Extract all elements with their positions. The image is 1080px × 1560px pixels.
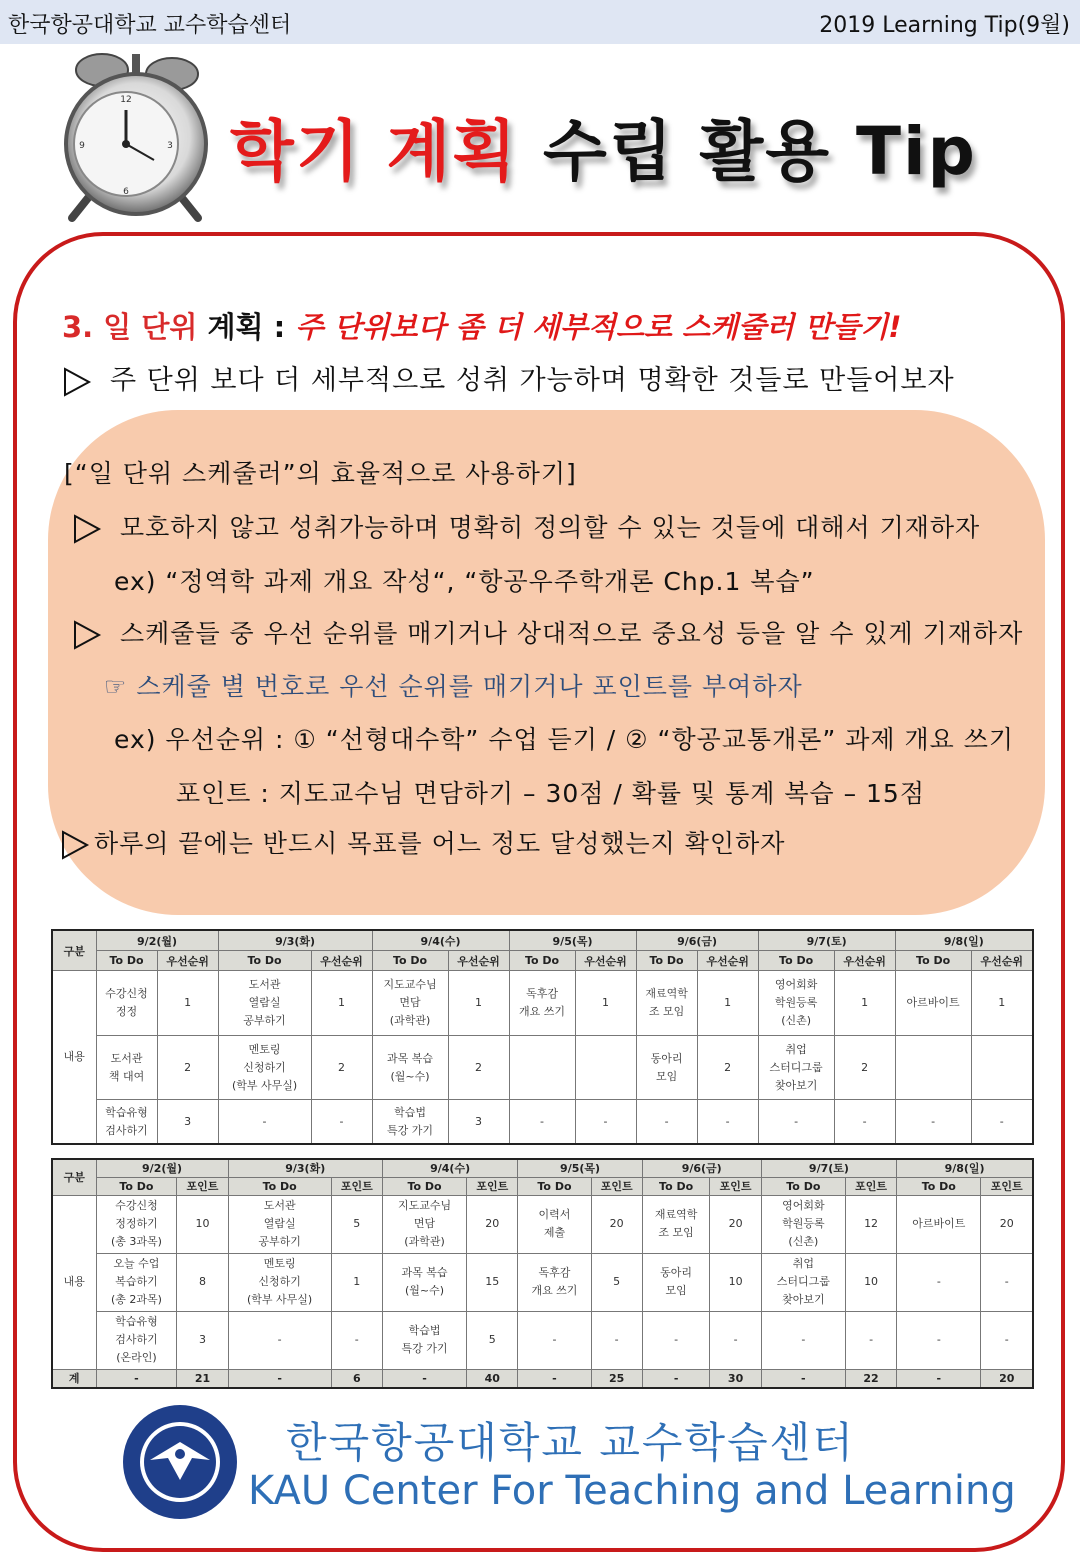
total-todo: -	[761, 1369, 845, 1388]
kau-seal-logo	[120, 1402, 240, 1522]
header-sub: 우선순위	[157, 951, 218, 971]
header-todo: To Do	[518, 1177, 591, 1195]
header-todo: To Do	[761, 1177, 845, 1195]
value-cell: -	[697, 1100, 758, 1144]
section-title	[62, 305, 901, 346]
header-sub: 우선순위	[971, 951, 1033, 971]
tips-box	[48, 410, 1045, 915]
header-left: 한국항공대학교 교수학습센터	[8, 13, 292, 38]
header-todo: To Do	[218, 951, 311, 971]
total-todo: -	[382, 1369, 466, 1388]
tip-bullet-2-text: 스케줄들 중 우선 순위를 매기거나 상대적으로 중요성 등을 알 수 있게 기재하자	[120, 619, 1024, 648]
section-line	[62, 358, 955, 397]
page-title	[230, 98, 977, 193]
header-day: 9/8(일)	[895, 930, 1033, 951]
total-value: 22	[845, 1369, 896, 1388]
value-cell: -	[834, 1100, 895, 1144]
todo-cell: 지도교수님 면담 (과학관)	[372, 971, 448, 1036]
header-todo: To Do	[372, 951, 448, 971]
header-sub: 우선순위	[575, 951, 636, 971]
todo-cell: 동아리 모임	[636, 1035, 697, 1100]
svg-text:6: 6	[123, 187, 129, 197]
value-cell: 20	[710, 1195, 761, 1253]
section-plan: 계획 :	[207, 310, 286, 344]
header-sub: 우선순위	[834, 951, 895, 971]
header-day: 9/5(목)	[509, 930, 636, 951]
header-day: 9/8(일)	[897, 1159, 1033, 1177]
value-cell: -	[311, 1100, 372, 1144]
value-cell: 2	[448, 1035, 509, 1100]
header-sub: 포인트	[177, 1177, 228, 1195]
svg-text:3: 3	[167, 141, 173, 151]
value-cell: 8	[177, 1253, 228, 1311]
header-bar	[0, 0, 1080, 44]
header-todo: To Do	[758, 951, 834, 971]
todo-cell: 독후감 개요 쓰기	[509, 971, 575, 1036]
value-cell: -	[591, 1311, 642, 1369]
todo-cell	[895, 1035, 971, 1100]
header-todo: To Do	[96, 951, 157, 971]
todo-cell: 이력서 제출	[518, 1195, 591, 1253]
value-cell: 1	[834, 971, 895, 1036]
value-cell: 1	[697, 971, 758, 1036]
value-cell: 10	[177, 1195, 228, 1253]
todo-cell: 지도교수님 면담 (과학관)	[382, 1195, 466, 1253]
header-todo: To Do	[96, 1177, 177, 1195]
triangle-bullet-icon	[62, 367, 92, 397]
total-todo: -	[897, 1369, 981, 1388]
header-sub: 포인트	[467, 1177, 518, 1195]
todo-cell: 도서관 책 대여	[96, 1035, 157, 1100]
value-cell: 2	[697, 1035, 758, 1100]
todo-cell: -	[758, 1100, 834, 1144]
value-cell: 10	[845, 1253, 896, 1311]
value-cell: -	[845, 1311, 896, 1369]
todo-cell: 재료역학 조 모임	[636, 971, 697, 1036]
total-todo: -	[518, 1369, 591, 1388]
header-day: 9/7(토)	[761, 1159, 896, 1177]
todo-cell: 취업 스터디그룹 찾아보기	[761, 1253, 845, 1311]
header-day: 9/2(월)	[96, 930, 218, 951]
todo-cell: 아르바이트	[895, 971, 971, 1036]
value-cell: 5	[331, 1195, 382, 1253]
value-cell: -	[971, 1100, 1033, 1144]
tip-example-1: ex) “정역학 과제 개요 작성“, “항공우주학개론 Chp.1 복습”	[114, 567, 815, 596]
header-todo: To Do	[897, 1177, 981, 1195]
todo-cell: 영어회화 학원등록 (신촌)	[758, 971, 834, 1036]
points-table	[51, 1158, 1034, 1389]
todo-cell: 오늘 수업 복습하기 (총 2과목)	[96, 1253, 177, 1311]
total-value: 6	[331, 1369, 382, 1388]
title-black: 수립 활용 Tip	[543, 113, 977, 190]
value-cell: 5	[467, 1311, 518, 1369]
total-value: 20	[981, 1369, 1033, 1388]
todo-cell: -	[895, 1100, 971, 1144]
todo-cell: 학습법 특강 가기	[382, 1311, 466, 1369]
value-cell: -	[710, 1311, 761, 1369]
header-sub: 우선순위	[311, 951, 372, 971]
header-todo: To Do	[228, 1177, 331, 1195]
tip-bullet-3	[60, 824, 785, 860]
header-sub: 포인트	[981, 1177, 1033, 1195]
value-cell: 3	[448, 1100, 509, 1144]
todo-cell: -	[636, 1100, 697, 1144]
header-day: 9/5(목)	[518, 1159, 642, 1177]
todo-cell: 취업 스터디그룹 찾아보기	[758, 1035, 834, 1100]
value-cell: 10	[710, 1253, 761, 1311]
todo-cell: 독후감 개요 쓰기	[518, 1253, 591, 1311]
header-day: 9/4(수)	[382, 1159, 517, 1177]
row-label: 내용	[52, 971, 96, 1144]
todo-cell: 영어회화 학원등록 (신촌)	[761, 1195, 845, 1253]
todo-cell	[509, 1035, 575, 1100]
header-right: 2019 Learning Tip(9월)	[819, 13, 1070, 38]
section-line-text: 주 단위 보다 더 세부적으로 성취 가능하며 명확한 것들로 만들어보자	[110, 365, 955, 396]
tip-bullet-3-text: 하루의 끝에는 반드시 목표를 어느 정도 달성했는지 확인하자	[94, 829, 786, 858]
value-cell: -	[331, 1311, 382, 1369]
tip-bullet-2	[72, 614, 1023, 650]
header-day: 9/4(수)	[372, 930, 509, 951]
total-todo: -	[228, 1369, 331, 1388]
todo-cell: -	[518, 1311, 591, 1369]
value-cell: 1	[311, 971, 372, 1036]
value-cell: 1	[157, 971, 218, 1036]
todo-cell: 아르바이트	[897, 1195, 981, 1253]
header-sub: 포인트	[845, 1177, 896, 1195]
header-gubun: 구분	[52, 1159, 96, 1195]
value-cell: -	[575, 1100, 636, 1144]
tip-bullet-1	[72, 508, 980, 544]
header-todo: To Do	[895, 951, 971, 971]
header-sub: 우선순위	[697, 951, 758, 971]
todo-cell: 학습유형 검사하기 (온라인)	[96, 1311, 177, 1369]
value-cell: 12	[845, 1195, 896, 1253]
header-sub: 포인트	[331, 1177, 382, 1195]
todo-cell: -	[761, 1311, 845, 1369]
header-day: 9/3(화)	[218, 930, 372, 951]
value-cell: 20	[591, 1195, 642, 1253]
triangle-bullet-icon	[60, 830, 90, 860]
tip-bullet-1-text: 모호하지 않고 성취가능하며 명확히 정의할 수 있는 것들에 대해서 기재하자	[120, 513, 981, 542]
tips-heading: [“일 단위 스케줄러”의 효율적으로 사용하기]	[64, 459, 577, 488]
title-red: 학기 계획	[230, 113, 519, 190]
todo-cell: 학습유형 검사하기	[96, 1100, 157, 1144]
header-sub: 포인트	[710, 1177, 761, 1195]
todo-cell: 도서관 열람실 공부하기	[218, 971, 311, 1036]
total-todo: -	[642, 1369, 710, 1388]
section-emphasis: 주 단위보다 좀 더 세부적으로 스케줄러 만들기!	[295, 310, 902, 344]
value-cell: 3	[177, 1311, 228, 1369]
header-day: 9/6(금)	[642, 1159, 761, 1177]
priority-table	[51, 929, 1034, 1145]
header-todo: To Do	[382, 1177, 466, 1195]
todo-cell: 도서관 열람실 공부하기	[228, 1195, 331, 1253]
total-value: 21	[177, 1369, 228, 1388]
value-cell	[575, 1035, 636, 1100]
total-todo: -	[96, 1369, 177, 1388]
total-label: 계	[52, 1369, 96, 1388]
svg-text:12: 12	[120, 95, 132, 105]
todo-cell: 멘토링 신청하기 (학부 사무실)	[218, 1035, 311, 1100]
todo-cell: 재료역학 조 모임	[642, 1195, 710, 1253]
value-cell: 2	[157, 1035, 218, 1100]
svg-text:9: 9	[79, 141, 85, 151]
todo-cell: 수강신청 정정하기 (총 3과목)	[96, 1195, 177, 1253]
header-todo: To Do	[642, 1177, 710, 1195]
header-day: 9/6(금)	[636, 930, 758, 951]
todo-cell: 과목 복습 (월~수)	[382, 1253, 466, 1311]
value-cell: 20	[981, 1195, 1033, 1253]
header-todo: To Do	[509, 951, 575, 971]
tip-example-2: ex) 우선순위 : ① “선형대수학” 수업 듣기 / ② “항공교통개론” 과제 개요 쓰기	[114, 725, 1015, 754]
tip-points: 포인트 : 지도교수님 면담하기 – 30점 / 확률 및 통계 복습 – 15점	[176, 779, 925, 808]
total-value: 25	[591, 1369, 642, 1388]
header-day: 9/2(월)	[96, 1159, 228, 1177]
value-cell	[971, 1035, 1033, 1100]
todo-cell: -	[642, 1311, 710, 1369]
value-cell: 2	[311, 1035, 372, 1100]
header-sub: 포인트	[591, 1177, 642, 1195]
todo-cell: -	[897, 1311, 981, 1369]
value-cell: 1	[331, 1253, 382, 1311]
total-value: 30	[710, 1369, 761, 1388]
todo-cell: -	[218, 1100, 311, 1144]
todo-cell: -	[509, 1100, 575, 1144]
total-value: 40	[467, 1369, 518, 1388]
value-cell: 1	[575, 971, 636, 1036]
section-number: 3. 일 단위	[62, 310, 198, 344]
triangle-bullet-icon	[72, 514, 102, 544]
value-cell: 1	[448, 971, 509, 1036]
todo-cell: -	[897, 1253, 981, 1311]
header-gubun: 구분	[52, 930, 96, 971]
value-cell: 20	[467, 1195, 518, 1253]
value-cell: -	[981, 1253, 1033, 1311]
row-label: 내용	[52, 1195, 96, 1369]
todo-cell: 과목 복습 (월~수)	[372, 1035, 448, 1100]
header-sub: 우선순위	[448, 951, 509, 971]
value-cell: 5	[591, 1253, 642, 1311]
todo-cell: 수강신청 정정	[96, 971, 157, 1036]
footer-english: KAU Center For Teaching and Learning	[248, 1468, 1016, 1514]
todo-cell: -	[228, 1311, 331, 1369]
todo-cell: 학습법 특강 가기	[372, 1100, 448, 1144]
value-cell: 15	[467, 1253, 518, 1311]
alarm-clock-icon	[50, 48, 220, 223]
header-day: 9/7(토)	[758, 930, 895, 951]
todo-cell: 동아리 모임	[642, 1253, 710, 1311]
todo-cell: 멘토링 신청하기 (학부 사무실)	[228, 1253, 331, 1311]
header-todo: To Do	[636, 951, 697, 971]
value-cell: -	[981, 1311, 1033, 1369]
tip-hint: ☞ 스케줄 별 번호로 우선 순위를 매기거나 포인트를 부여하자	[104, 672, 803, 701]
value-cell: 3	[157, 1100, 218, 1144]
footer-korean: 한국항공대학교 교수학습센터	[286, 1418, 855, 1467]
triangle-bullet-icon	[72, 620, 102, 650]
value-cell: 2	[834, 1035, 895, 1100]
value-cell: 1	[971, 971, 1033, 1036]
header-day: 9/3(화)	[228, 1159, 382, 1177]
